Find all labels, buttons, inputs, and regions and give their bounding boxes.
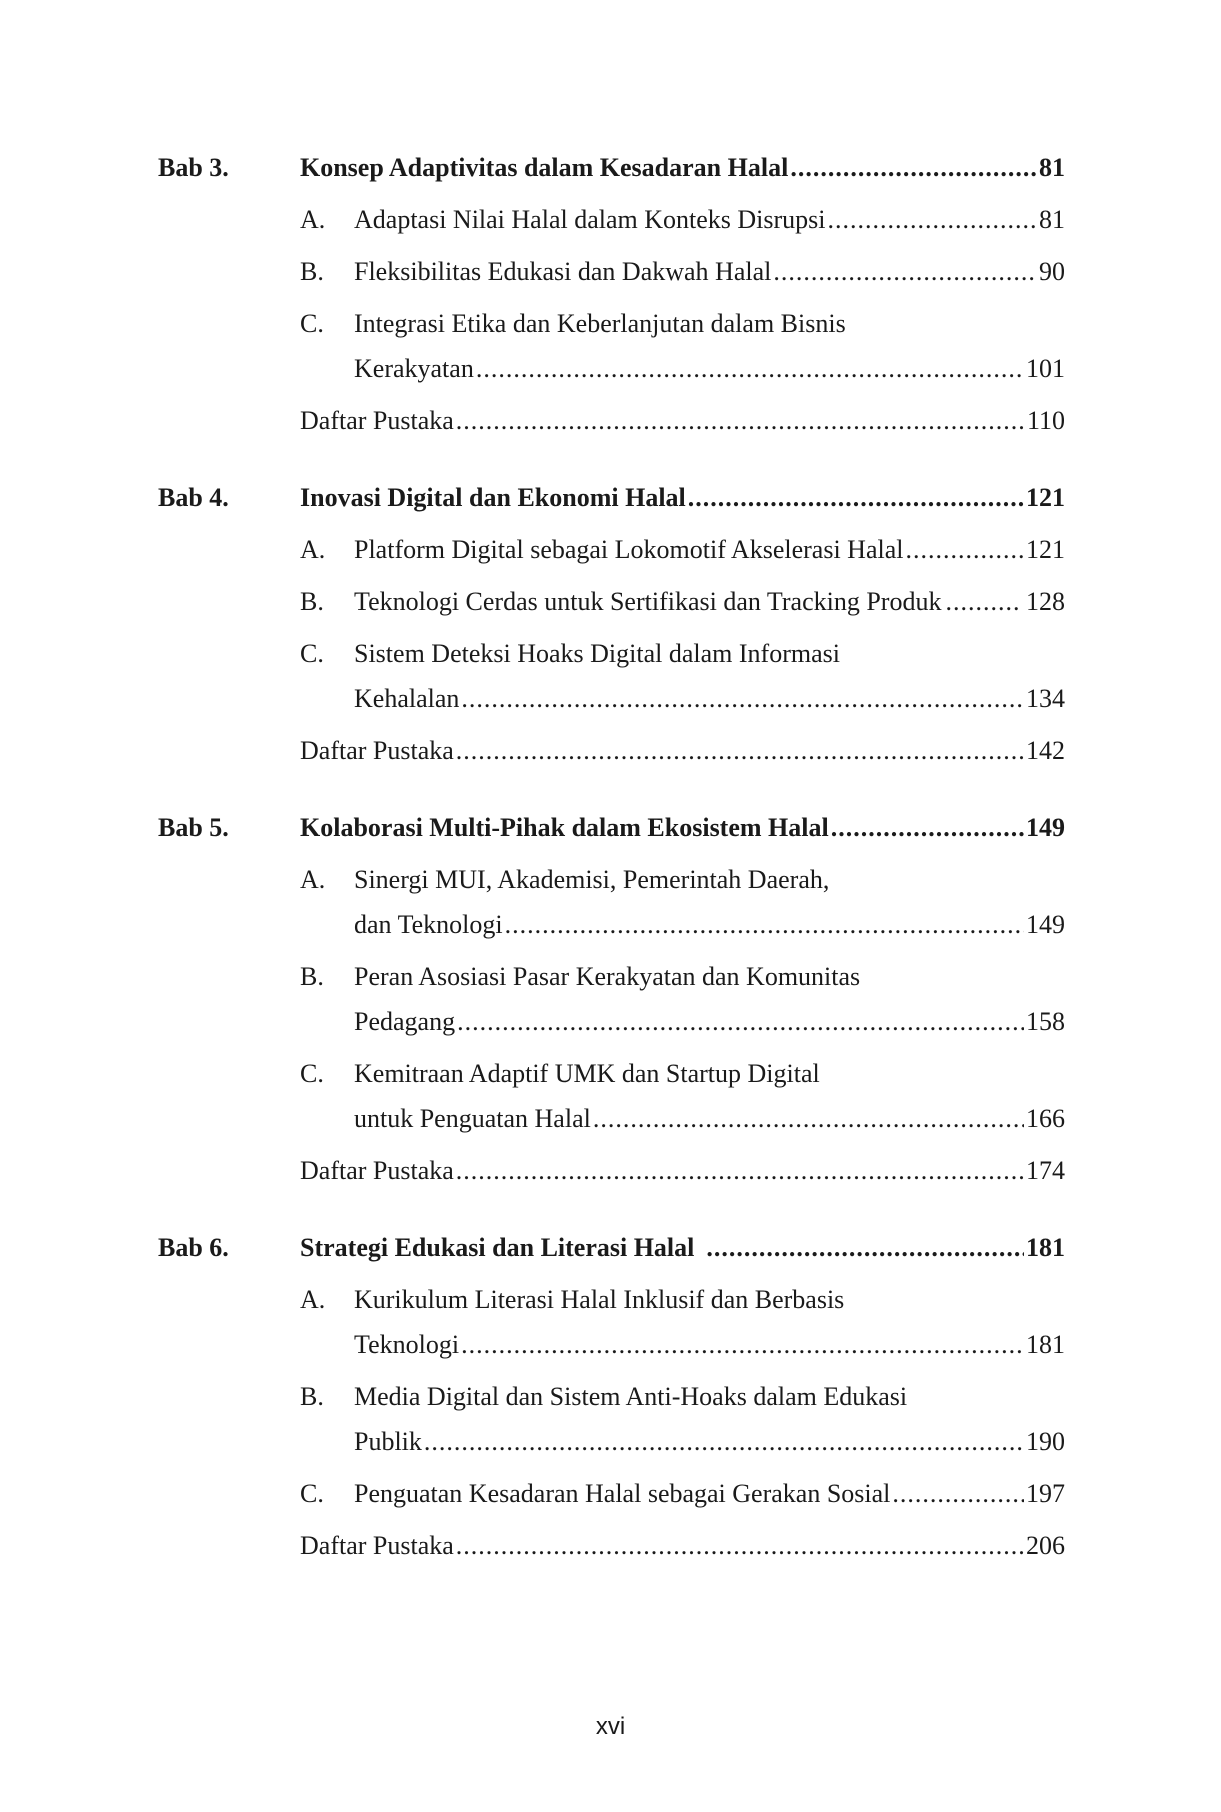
leader-dots bbox=[828, 203, 1037, 237]
page-number: 149 bbox=[1026, 910, 1065, 939]
leader-dots bbox=[424, 1425, 1024, 1459]
leader-dots bbox=[773, 255, 1037, 289]
leader-dots bbox=[892, 1477, 1024, 1511]
page-number: 90 bbox=[1039, 257, 1065, 286]
section-row[interactable] bbox=[354, 352, 1065, 386]
leader-dots bbox=[456, 1529, 1024, 1563]
page-number: 206 bbox=[1026, 1531, 1065, 1560]
section-letter: A. bbox=[300, 535, 326, 564]
section-row[interactable] bbox=[354, 1102, 1065, 1136]
references-label: Daftar Pustaka bbox=[300, 406, 454, 435]
page-number: 101 bbox=[1026, 354, 1065, 383]
section-letter: C. bbox=[300, 1059, 324, 1088]
page-number: 134 bbox=[1026, 684, 1065, 713]
leader-dots bbox=[706, 1231, 1024, 1265]
leader-dots bbox=[461, 1328, 1024, 1362]
chapter-number: Bab 5. bbox=[158, 813, 229, 842]
section-letter: C. bbox=[300, 639, 324, 668]
leader-dots bbox=[456, 1154, 1024, 1188]
chapter-number: Bab 4. bbox=[158, 483, 229, 512]
leader-dots bbox=[456, 734, 1024, 768]
references-row[interactable] bbox=[300, 1154, 1065, 1188]
page-number: 190 bbox=[1026, 1427, 1065, 1456]
section-title-continued: Kehalalan bbox=[354, 684, 460, 713]
section-row[interactable] bbox=[354, 1477, 1065, 1511]
page-number: 181 bbox=[1026, 1233, 1065, 1262]
chapter-title: Inovasi Digital dan Ekonomi Halal bbox=[300, 483, 686, 512]
page-number: 121 bbox=[1026, 483, 1065, 512]
section-letter: A. bbox=[300, 1285, 326, 1314]
section-letter: B. bbox=[300, 587, 324, 616]
section-letter: C. bbox=[300, 309, 324, 338]
section-row[interactable] bbox=[354, 255, 1065, 289]
page-number: 174 bbox=[1026, 1156, 1065, 1185]
section-title[interactable]: Kurikulum Literasi Halal Inklusif dan Berbasis bbox=[354, 1285, 845, 1314]
section-row[interactable] bbox=[354, 1328, 1065, 1362]
section-title-continued: dan Teknologi bbox=[354, 910, 503, 939]
references-row[interactable] bbox=[300, 1529, 1065, 1563]
leader-dots bbox=[790, 151, 1037, 185]
section-title-continued: Kerakyatan bbox=[354, 354, 474, 383]
page-number: 142 bbox=[1026, 736, 1065, 765]
section-row[interactable] bbox=[354, 908, 1065, 942]
section-row[interactable] bbox=[354, 1425, 1065, 1459]
section-row[interactable] bbox=[354, 203, 1065, 237]
section-title: Teknologi Cerdas untuk Sertifikasi dan Tracking Produk bbox=[354, 587, 942, 616]
leader-dots bbox=[831, 811, 1024, 845]
section-title[interactable]: Kemitraan Adaptif UMK dan Startup Digital bbox=[354, 1059, 820, 1088]
chapter-title: Strategi Edukasi dan Literasi Halal bbox=[300, 1233, 695, 1262]
section-title: Penguatan Kesadaran Halal sebagai Gerakan Sosial bbox=[354, 1479, 891, 1508]
section-title[interactable]: Sistem Deteksi Hoaks Digital dalam Informasi bbox=[354, 639, 840, 668]
leader-dots bbox=[505, 908, 1024, 942]
section-title-continued: Pedagang bbox=[354, 1007, 456, 1036]
leader-dots bbox=[461, 682, 1024, 716]
section-title[interactable]: Integrasi Etika dan Keberlanjutan dalam Bisnis bbox=[354, 309, 846, 338]
section-title: Platform Digital sebagai Lokomotif Akselerasi Halal bbox=[354, 535, 904, 564]
references-row[interactable] bbox=[300, 734, 1065, 768]
section-letter: A. bbox=[300, 865, 326, 894]
page-number: 181 bbox=[1026, 1330, 1065, 1359]
section-row[interactable] bbox=[354, 682, 1065, 716]
references-row[interactable] bbox=[300, 404, 1065, 438]
leader-dots bbox=[476, 352, 1024, 386]
section-title[interactable]: Peran Asosiasi Pasar Kerakyatan dan Komunitas bbox=[354, 962, 861, 991]
page-number: 197 bbox=[1026, 1479, 1065, 1508]
section-row[interactable] bbox=[354, 533, 1065, 567]
chapter-number: Bab 6. bbox=[158, 1233, 229, 1262]
page-number: 149 bbox=[1026, 813, 1065, 842]
page-number: 81 bbox=[1039, 153, 1065, 182]
references-label: Daftar Pustaka bbox=[300, 1531, 454, 1560]
section-title-continued: Publik bbox=[354, 1427, 422, 1456]
section-title[interactable]: Media Digital dan Sistem Anti-Hoaks dalam Edukasi bbox=[354, 1382, 908, 1411]
page-number: 166 bbox=[1026, 1104, 1065, 1133]
section-letter: B. bbox=[300, 257, 324, 286]
references-label: Daftar Pustaka bbox=[300, 1156, 454, 1185]
section-row[interactable] bbox=[354, 585, 1065, 619]
leader-dots bbox=[688, 481, 1024, 515]
chapter-title: Kolaborasi Multi-Pihak dalam Ekosistem Halal bbox=[300, 813, 829, 842]
section-title[interactable]: Sinergi MUI, Akademisi, Pemerintah Daerah, bbox=[354, 865, 830, 894]
page-number: 110 bbox=[1026, 406, 1065, 435]
chapter-number: Bab 3. bbox=[158, 153, 229, 182]
chapter-title: Konsep Adaptivitas dalam Kesadaran Halal bbox=[300, 153, 789, 182]
leader-dots bbox=[456, 404, 1025, 438]
page-number: 81 bbox=[1039, 205, 1065, 234]
section-title: Fleksibilitas Edukasi dan Dakwah Halal bbox=[354, 257, 772, 286]
section-title-continued: Teknologi bbox=[354, 1330, 460, 1359]
section-row[interactable] bbox=[354, 1005, 1065, 1039]
chapter-title-row[interactable] bbox=[300, 481, 1065, 515]
page-footer-number: xvi bbox=[595, 1713, 626, 1740]
page-number: 121 bbox=[1026, 535, 1065, 564]
leader-dots bbox=[457, 1005, 1024, 1039]
section-letter: C. bbox=[300, 1479, 324, 1508]
section-letter: B. bbox=[300, 1382, 324, 1411]
section-title-continued: untuk Penguatan Halal bbox=[354, 1104, 591, 1133]
section-title: Adaptasi Nilai Halal dalam Konteks Disrupsi bbox=[354, 205, 826, 234]
leader-dots bbox=[945, 585, 1022, 619]
chapter-title-row[interactable] bbox=[300, 811, 1065, 845]
page-number: 128 bbox=[1026, 587, 1065, 616]
page-number: 158 bbox=[1026, 1007, 1065, 1036]
leader-dots bbox=[905, 533, 1024, 567]
references-label: Daftar Pustaka bbox=[300, 736, 454, 765]
leader-dots bbox=[593, 1102, 1024, 1136]
section-letter: B. bbox=[300, 962, 324, 991]
chapter-title-row[interactable] bbox=[300, 1231, 1065, 1265]
section-letter: A. bbox=[300, 205, 326, 234]
chapter-title-row[interactable] bbox=[300, 151, 1065, 185]
